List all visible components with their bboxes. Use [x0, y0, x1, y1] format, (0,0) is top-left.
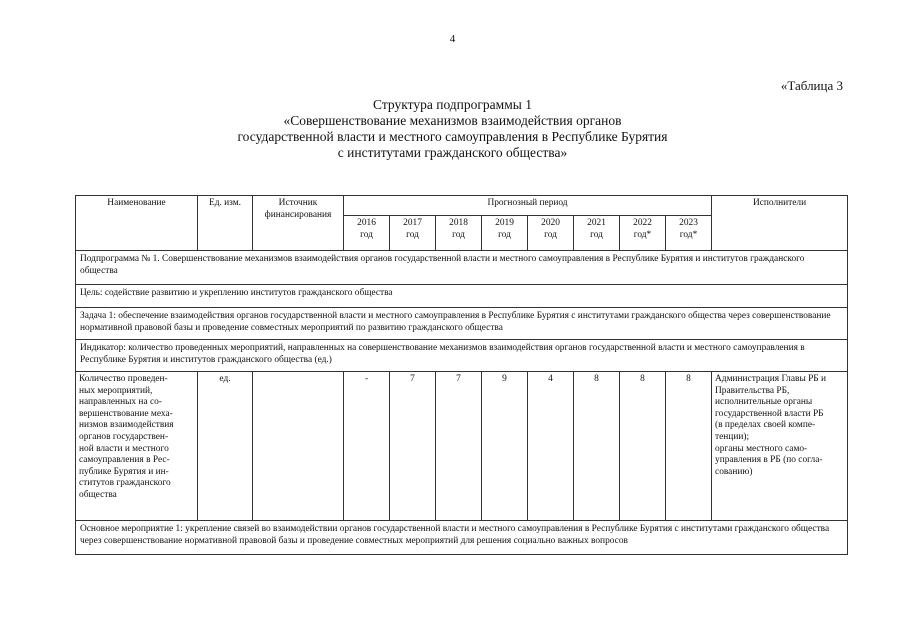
year-cell: 2018 год: [436, 216, 482, 251]
header-executors: Исполнители: [712, 196, 848, 251]
goal-row: [76, 285, 848, 308]
heading-line: Структура подпрограммы 1: [373, 97, 532, 112]
value-cell-2016: -: [344, 372, 390, 521]
header-unit: Ед. изм.: [198, 196, 253, 251]
task-cell: Задача 1: обеспечение взаимодействия органов государственной власти и местного самоуправления в Республике Бурятия с институтами гражданского общества через совершенствование нормативной правовой базы и проведение совместных мероприятий по развитию гражданского общества: [76, 308, 848, 340]
data-row: [76, 372, 848, 521]
year-cell: 2023 год*: [666, 216, 712, 251]
header-source: Источник финансирования: [253, 196, 344, 251]
subprogram-cell: Подпрограмма № 1. Совершенствование механизмов взаимодействия органов государственной власти и местного самоуправления в Республике Бурятия и институтов гражданского общества: [76, 251, 848, 285]
indicator-cell: Индикатор: количество проведенных мероприятий, направленных на совершенствование механизмов взаимодействия органов государственной власти и местного самоуправления в Республике Бурятия и институтов гражданского общества (ед.): [76, 340, 848, 372]
unit-cell: ед.: [198, 372, 253, 521]
year-cell: 2019 год: [482, 216, 528, 251]
value-cell-2020: 4: [528, 372, 574, 521]
year-cell: 2016 год: [344, 216, 390, 251]
table-reference: «Таблица 3: [780, 78, 843, 93]
year-cell: 2020 год: [528, 216, 574, 251]
value-cell-2022: 8: [620, 372, 666, 521]
year-cell: 2021 год: [574, 216, 620, 251]
header-row: [76, 196, 848, 216]
value-cell-2023: 8: [666, 372, 712, 521]
year-cell: 2022 год*: [620, 216, 666, 251]
task-row: [76, 308, 848, 340]
subprogram-row: [76, 251, 848, 285]
value-cell-2018: 7: [436, 372, 482, 521]
header-name: Наименование: [76, 196, 198, 251]
heading-line: государственной власти и местного самоуправления в Республике Бурятия: [237, 129, 668, 144]
goal-cell: Цель: содействие развитию и укреплению институтов гражданского общества: [76, 285, 848, 308]
value-cell-2019: 9: [482, 372, 528, 521]
main-event-row: [76, 521, 848, 555]
heading-line: с институтами гражданского общества»: [337, 145, 568, 160]
document-heading: [0, 97, 905, 161]
main-event-cell: Основное мероприятие 1: укрепление связей во взаимодействии органов государственной власти и местного самоуправления в Республике Бурятия с институтами гражданского общества через совершенствование нормативной правовой базы и проведение совместных мероприятий для решения социально важных вопросов: [76, 521, 848, 555]
executors-cell: Администрация Главы РБ и Правительства РБ, исполнительные органы государственной власти РБ (в пределах своей компе- тенции); органы местного само- управления в РБ (по согла- сованию): [712, 372, 848, 521]
source-cell: [253, 372, 344, 521]
heading-line: «Совершенствование механизмов взаимодействия органов: [283, 113, 622, 128]
value-cell-2021: 8: [574, 372, 620, 521]
indicator-name-cell: Количество проведен- ных мероприятий, направленных на со- вершенствование меха- низмов взаимодействия органов государствен- ной власти и местного самоуправления в Рес- публике Бурятия и ин- ститутов гражданского общества: [76, 372, 198, 521]
indicator-row: [76, 340, 848, 372]
value-cell-2017: 7: [390, 372, 436, 521]
structure-table: [75, 195, 848, 555]
header-forecast: Прогнозный период: [344, 196, 712, 216]
page-number: 4: [449, 33, 456, 45]
year-cell: 2017 год: [390, 216, 436, 251]
